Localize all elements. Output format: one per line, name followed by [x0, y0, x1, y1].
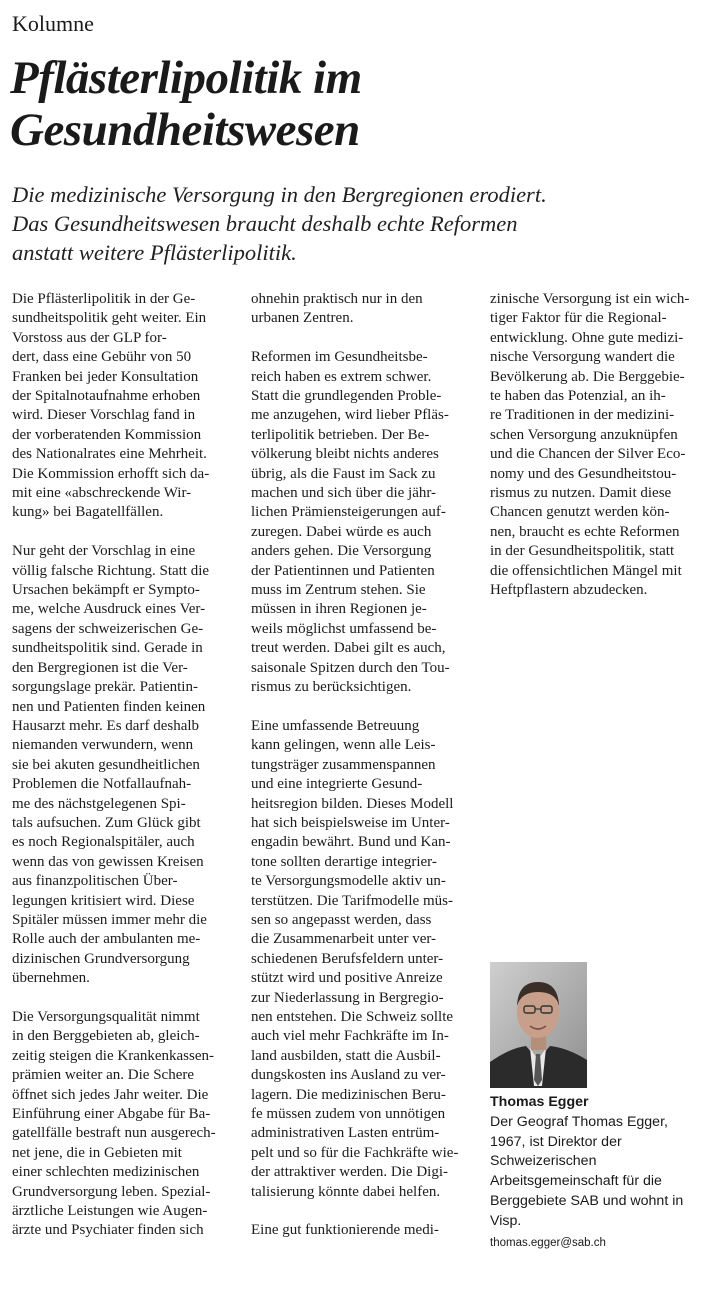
- paragraph-line: zuregen. Dabei würde es auch: [251, 523, 432, 540]
- paragraph-line: Grundversorgung leben. Spezial-: [12, 1183, 211, 1200]
- paragraph-line: heitsregion bilden. Dieses Modell: [251, 795, 454, 812]
- paragraph-line: me des nächstgelegenen Spi-: [12, 795, 186, 812]
- paragraph-line: Heftpflastern abzudecken.: [490, 582, 648, 599]
- paragraph-line: völlig falsche Richtung. Statt die: [12, 562, 210, 579]
- author-bio-line: Visp.: [490, 1212, 522, 1229]
- paragraph-line: weils möglichst umfassend be-: [251, 620, 437, 637]
- paragraph-line: tone sollten derartige integrier-: [251, 853, 437, 870]
- paragraph-line: Hausarzt mehr. Es darf deshalb: [12, 717, 200, 734]
- article-paragraph: [12, 1008, 237, 1241]
- paragraph-line: zur Niederlassung in Bergregio-: [251, 989, 444, 1006]
- section-kicker: Kolumne: [12, 11, 94, 36]
- paragraph-line: rismus zu nutzen. Damit diese: [490, 485, 672, 502]
- paragraph-line: te Versorgungsmodelle aktiv un-: [251, 873, 446, 890]
- paragraph-line: Ursachen bekämpft er Sympto-: [12, 582, 200, 599]
- paragraph-line: nen, braucht es echte Reformen: [490, 523, 680, 540]
- paragraph-line: ohnehin praktisch nur in den: [251, 291, 423, 307]
- paragraph-line: nen entstehen. Die Schweiz sollte: [251, 1009, 454, 1025]
- author-name: Thomas Egger: [490, 1094, 589, 1110]
- paragraph-line: dizinischen Grundversorgung: [12, 950, 190, 967]
- paragraph-line: Problemen die Notfallaufnah-: [12, 776, 192, 793]
- paragraph-line: sie bei akuten gesundheitlichen: [12, 756, 200, 773]
- paragraph-line: me anzugehen, wird lieber Pfläs-: [251, 407, 449, 424]
- paragraph-line: der vorberatenden Kommission: [12, 426, 202, 443]
- paragraph-line: ärzte und Psychiater finden sich: [12, 1222, 204, 1239]
- paragraph-line: fe müssen zudem von unnötigen: [251, 1106, 446, 1123]
- paragraph-line: und die Chancen der Silver Eco-: [490, 446, 686, 463]
- paragraph-line: saisonale Spitzen durch den Tou-: [251, 659, 450, 676]
- paragraph-line: Vorstoss aus der GLP for-: [12, 329, 167, 346]
- paragraph-line: Eine gut funktionierende medi-: [251, 1222, 439, 1239]
- paragraph-line: Die Pflästerlipolitik in der Ge-: [12, 291, 196, 307]
- paragraph-line: anders gehen. Die Versorgung: [251, 543, 432, 560]
- article-paragraph: [12, 542, 237, 988]
- article-column-2: [251, 290, 476, 1260]
- paragraph-line: reich haben es extrem schwer.: [251, 368, 432, 385]
- paragraph-line: te haben das Potenzial, an ih-: [490, 388, 666, 405]
- paragraph-line: der Spitalnotaufnahme erhoben: [12, 388, 201, 405]
- paragraph-line: hat sich beispielsweise im Unter-: [251, 814, 450, 831]
- paragraph-line: wenn das von gewissen Kreisen: [12, 853, 204, 870]
- paragraph-line: gatellfälle bestraft nun ausgerech-: [12, 1125, 216, 1142]
- paragraph-line: mit eine «abschreckende Wir-: [12, 485, 192, 502]
- paragraph-line: in der Gesundheitspolitik, statt: [490, 543, 675, 560]
- paragraph-line: engadin bewährt. Bund und Kan-: [251, 834, 451, 851]
- paragraph-line: terlipolitik betrieben. Der Be-: [251, 426, 430, 443]
- paragraph-line: Die Versorgungsqualität nimmt: [12, 1009, 200, 1025]
- paragraph-line: aus finanzpolitischen Über-: [12, 873, 178, 890]
- paragraph-line: kann gelingen, wenn alle Leis-: [251, 737, 436, 754]
- paragraph-line: muss im Zentrum stehen. Sie: [251, 582, 426, 599]
- article-headline: [10, 52, 710, 156]
- article-paragraph: [251, 717, 476, 1202]
- paragraph-line: tiger Faktor für die Regional-: [490, 310, 667, 327]
- paragraph-line: urbanen Zentren.: [251, 310, 354, 327]
- paragraph-line: zeitig steigen die Krankenkassen-: [12, 1047, 215, 1064]
- paragraph-line: administrativen Lasten entrüm-: [251, 1125, 440, 1142]
- paragraph-line: sundheitspolitik geht weiter. Ein: [12, 310, 207, 327]
- paragraph-line: Eine umfassende Betreuung: [251, 717, 420, 734]
- paragraph-line: tungsträger zusammenspannen: [251, 756, 436, 773]
- paragraph-line: ärztliche Leistungen wie Augen-: [12, 1203, 208, 1220]
- paragraph-line: dert, dass eine Gebühr von 50: [12, 349, 192, 366]
- paragraph-line: dungskosten ins Ausland zu ver-: [251, 1067, 446, 1084]
- paragraph-line: re Traditionen in der medizini-: [490, 407, 675, 424]
- paragraph-line: schiedenen Berufsfeldern unter-: [251, 950, 444, 967]
- paragraph-line: öffnet sich jedes Jahr weiter. Die: [12, 1086, 209, 1103]
- article-paragraph: [490, 290, 715, 601]
- paragraph-line: des Nationalrates eine Mehrheit.: [12, 446, 207, 463]
- article-paragraph: [251, 1221, 476, 1240]
- paragraph-line: stützt wird und positive Anreize: [251, 970, 443, 987]
- paragraph-line: der Patientinnen und Patienten: [251, 562, 435, 579]
- headline-line: Gesundheitswesen: [10, 104, 360, 156]
- paragraph-line: niemanden verwundern, wenn: [12, 737, 194, 754]
- paragraph-line: nomy und des Gesundheitstou-: [490, 465, 677, 482]
- paragraph-line: übernehmen.: [12, 970, 90, 987]
- paragraph-line: der attraktiver werden. Die Digi-: [251, 1164, 448, 1181]
- paragraph-line: tals aufsuchen. Zum Glück gibt: [12, 814, 201, 831]
- lead-line: Das Gesundheitswesen braucht deshalb echte Reformen: [12, 211, 518, 236]
- paragraph-line: pelt und so für die Fachkräfte wie-: [251, 1144, 459, 1161]
- paragraph-line: völkerung bleibt nichts anderes: [251, 446, 439, 463]
- article-column-3: [490, 290, 715, 620]
- article-lead: [12, 180, 712, 267]
- paragraph-line: treut werden. Dabei gilt es auch,: [251, 640, 446, 657]
- paragraph-line: lichen Prämiensteigerungen auf-: [251, 504, 446, 521]
- paragraph-line: schen Versorgung anzuknüpfen: [490, 426, 678, 443]
- paragraph-line: sen so angepasst werden, dass: [251, 911, 432, 928]
- paragraph-line: Die Kommission erhofft sich da-: [12, 465, 210, 482]
- paragraph-line: Nur geht der Vorschlag in eine: [12, 543, 196, 560]
- paragraph-line: machen und sich über die jähr-: [251, 485, 437, 502]
- paragraph-line: es noch Regionalspitäler, auch: [12, 834, 195, 851]
- lead-line: Die medizinische Versorgung in den Bergregionen erodiert.: [12, 182, 547, 207]
- paragraph-line: lagern. Die medizinischen Beru-: [251, 1086, 446, 1103]
- paragraph-line: net jene, die in Gebieten mit: [12, 1144, 182, 1161]
- paragraph-line: einer schlechten medizinischen: [12, 1164, 200, 1181]
- article-paragraph: [251, 290, 476, 329]
- author-bio-line: Der Geograf Thomas Egger,: [490, 1113, 668, 1130]
- paragraph-line: Bevölkerung ab. Die Berggebie-: [490, 368, 685, 385]
- paragraph-line: den Bergregionen ist die Ver-: [12, 659, 188, 676]
- paragraph-line: prämien weiter an. Die Schere: [12, 1067, 194, 1084]
- article-paragraph: [12, 290, 237, 523]
- paragraph-line: talisierung könnte dabei helfen.: [251, 1183, 441, 1200]
- paragraph-line: die Zusammenarbeit unter ver-: [251, 931, 437, 948]
- author-bio-line: Arbeitsgemeinschaft für die: [490, 1173, 662, 1190]
- paragraph-line: land ausbilden, statt die Ausbil-: [251, 1047, 441, 1064]
- paragraph-line: wird. Dieser Vorschlag fand in: [12, 407, 196, 424]
- author-bio-line: Berggebiete SAB und wohnt in: [490, 1192, 684, 1209]
- author-bio-line: 1967, ist Direktor der: [490, 1133, 622, 1150]
- paragraph-line: Reformen im Gesundheitsbe-: [251, 349, 428, 366]
- paragraph-line: zinische Versorgung ist ein wich-: [490, 291, 690, 307]
- lead-line: anstatt weitere Pflästerlipolitik.: [12, 240, 297, 265]
- paragraph-line: nen und Patienten finden keinen: [12, 698, 206, 715]
- paragraph-line: legungen kritisiert wird. Diese: [12, 892, 195, 909]
- paragraph-line: nische Versorgung wandert die: [490, 349, 675, 366]
- paragraph-line: und eine integrierte Gesund-: [251, 776, 423, 793]
- paragraph-line: rismus zu berücksichtigen.: [251, 679, 412, 696]
- author-bio-line: Schweizerischen: [490, 1153, 597, 1170]
- paragraph-line: kung» bei Bagatellfällen.: [12, 504, 164, 521]
- paragraph-line: entwicklung. Ohne gute medizi-: [490, 329, 684, 346]
- paragraph-line: die offensichtlichen Mängel mit: [490, 562, 682, 579]
- paragraph-line: Einführung einer Abgabe für Ba-: [12, 1106, 211, 1123]
- paragraph-line: sorgungslage prekär. Patientin-: [12, 679, 198, 696]
- headline-line: Pflästerlipolitik im: [10, 52, 362, 104]
- paragraph-line: müssen in ihren Regionen je-: [251, 601, 427, 618]
- paragraph-line: Statt die grundlegenden Proble-: [251, 388, 442, 405]
- author-email[interactable]: thomas.egger@sab.ch: [490, 1236, 606, 1249]
- author-portrait: [490, 962, 587, 1088]
- paragraph-line: Rolle auch der ambulanten me-: [12, 931, 201, 948]
- paragraph-line: Chancen genutzt werden kön-: [490, 504, 670, 521]
- paragraph-line: Spitäler müssen immer mehr die: [12, 911, 207, 928]
- paragraph-line: Franken bei jeder Konsultation: [12, 368, 199, 385]
- paragraph-line: übrig, als die Faust im Sack zu: [251, 465, 436, 482]
- author-box: [490, 1093, 715, 1251]
- paragraph-line: auch viel mehr Fachkräfte im In-: [251, 1028, 449, 1045]
- paragraph-line: in den Berggebieten ab, gleich-: [12, 1028, 200, 1045]
- paragraph-line: me, welche Ausdruck eines Ver-: [12, 601, 206, 618]
- paragraph-line: sagens der schweizerischen Ge-: [12, 620, 204, 637]
- paragraph-line: sundheitspolitik sind. Gerade in: [12, 640, 203, 657]
- article-column-1: [12, 290, 237, 1260]
- article-paragraph: [251, 348, 476, 697]
- paragraph-line: terstützen. Die Tarifmodelle müs-: [251, 892, 453, 909]
